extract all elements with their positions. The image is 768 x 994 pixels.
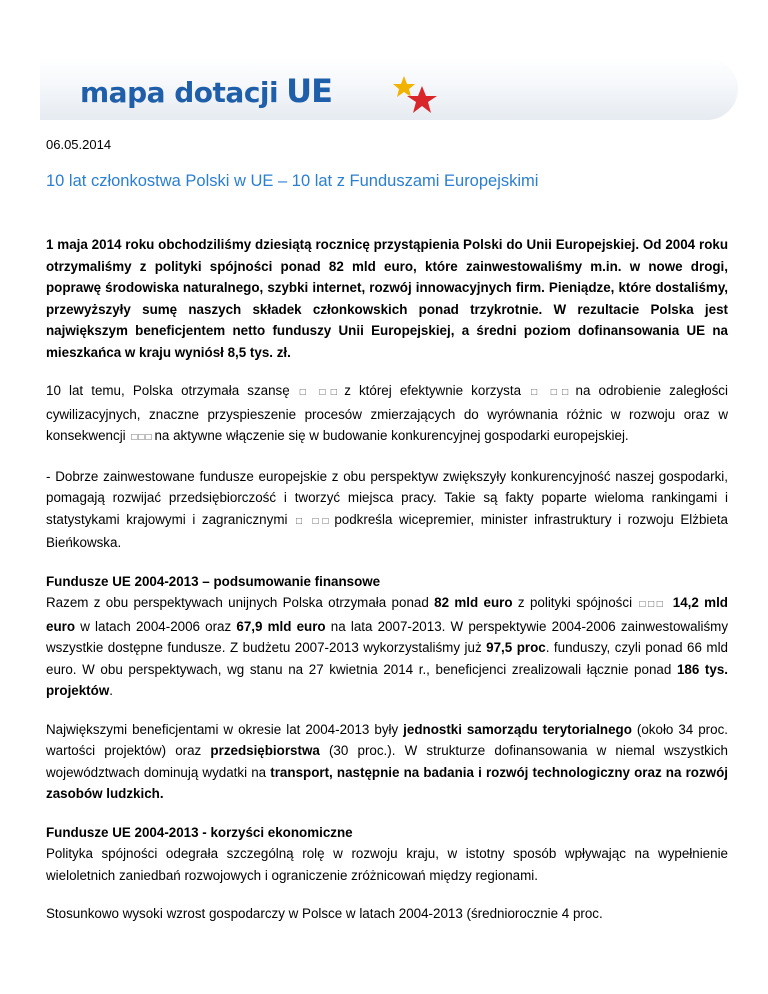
missing-glyph: □ □□ [531, 387, 574, 398]
highlight: przedsiębiorstwa [210, 743, 320, 758]
logo-ue: UE [286, 72, 332, 110]
paragraph-beneficiaries [46, 719, 728, 805]
text: - Dobrze zainwestowane fundusze europejskie z obu perspektyw zwiększyły konkurencyjność naszej gospodarki, pomagają rozwijać przedsiębiorczość i tworzyć miejsca pracy. Takie są fakty poparte wieloma rankingami i statystykami krajowymi i zagranicznymi [46, 468, 728, 527]
site-logo[interactable] [80, 72, 332, 112]
text: 10 lat temu, Polska otrzymała szansę [46, 383, 298, 398]
paragraph-growth: Stosunkowo wysoki wzrost gospodarczy w Polsce w latach 2004-2013 (średniorocznie 4 proc. [46, 906, 603, 921]
text: Polityka spójności odegrała szczególną rolę w rozwoju kraju, w istotny sposób wpływając na wypełnienie wieloletnich zaniedbań rozwojowych i ograniczenie zróżnicowań między regionami. [46, 846, 728, 883]
text: (30 proc.). W strukturze dofinansowania w niemal wszystkich województwach dominują wydatki na [46, 743, 728, 780]
missing-glyph: □□□ [639, 599, 666, 610]
highlight: 14,2 mld euro [46, 595, 728, 634]
article-title: 10 lat członkostwa Polski w UE – 10 lat z Funduszami Europejskimi [46, 172, 539, 190]
section-economic-benefits [46, 822, 728, 887]
section-heading: Fundusze UE 2004-2013 - korzyści ekonomiczne [46, 824, 353, 840]
missing-glyph: □□□ [131, 432, 153, 443]
article-date: 06.05.2014 [46, 137, 112, 152]
logo-text: mapa dotacji [80, 76, 279, 109]
text: z polityki spójności [512, 595, 638, 610]
highlight: 67,9 mld euro [236, 618, 326, 634]
star-yellow-icon [393, 76, 415, 97]
text: na lata 2007-2013. W perspektywie 2004-2006 zainwestowaliśmy wszystkie dostępne fundusze. Z budżetu 2007-2013 wykorzystaliśmy już [46, 618, 729, 655]
missing-glyph: □ □□ [299, 387, 343, 398]
article-body [46, 234, 728, 942]
paragraph-quote [46, 466, 728, 554]
text: . funduszy, czyli ponad 66 mld euro. W obu perspektywach, wg stanu na 27 kwietnia 2014 r., beneficjenci zrealizowali łącznie ponad [46, 640, 728, 677]
paragraph-opportunity [46, 380, 728, 449]
highlight: 97,5 proc [486, 640, 546, 655]
text: z której efektywnie korzysta [344, 383, 530, 398]
missing-glyph: □ □□ [296, 515, 333, 527]
text: podkreśla wicepremier, minister infrastruktury i rozwoju Elżbieta Bieńkowska. [46, 511, 729, 550]
highlight: jednostki samorządu terytorialnego [403, 721, 632, 737]
text: Największymi beneficjentami w okresie lat 2004-2013 były [46, 721, 404, 737]
text: na aktywne włączenie się w budowanie konkurencyjnej gospodarki europejskiej. [154, 428, 629, 443]
text: na odrobienie zaległości cywilizacyjnych, znaczne przyspieszenie procesów zmierzających do wyrównania różnic w rozwoju oraz w konsekwencji [46, 383, 728, 443]
highlight: 82 mld euro [434, 595, 513, 610]
star-red-icon [407, 86, 437, 113]
text: w latach 2004-2006 oraz [75, 618, 237, 634]
lead-paragraph: 1 maja 2014 roku obchodziliśmy dziesiątą rocznicę przystąpienia Polski do Unii Europejskiej. Od 2004 roku otrzymaliśmy z polityki spójności ponad 82 mld euro, które zainwestowaliśmy m.in. w nowe drogi, poprawę środowiska naturalnego, szybki internet, rozwój innowacyjnych firm. Pieniądze, które dostaliśmy, przewyższyły sumę naszych składek członkowskich ponad trzykrotnie. W rezultacie Polska jest największym beneficjentem netto funduszy Unii Europejskiej, a średni poziom dofinansowania UE na mieszkańca w kraju wyniósł 8,5 tys. zł. [46, 237, 728, 360]
highlight: 186 tys. projektów [46, 661, 728, 698]
text: . [109, 683, 113, 698]
text: Razem z obu perspektywach unijnych Polska otrzymała ponad [46, 595, 435, 610]
logo-stars-icon [390, 72, 440, 118]
text: (około 34 proc. wartości projektów) oraz [46, 721, 728, 758]
section-financial-summary [46, 571, 728, 702]
highlight: transport, następnie na badania i rozwój technologiczny oraz na rozwój zasobów ludzkich. [46, 764, 728, 801]
section-heading: Fundusze UE 2004-2013 – podsumowanie finansowe [46, 573, 381, 589]
